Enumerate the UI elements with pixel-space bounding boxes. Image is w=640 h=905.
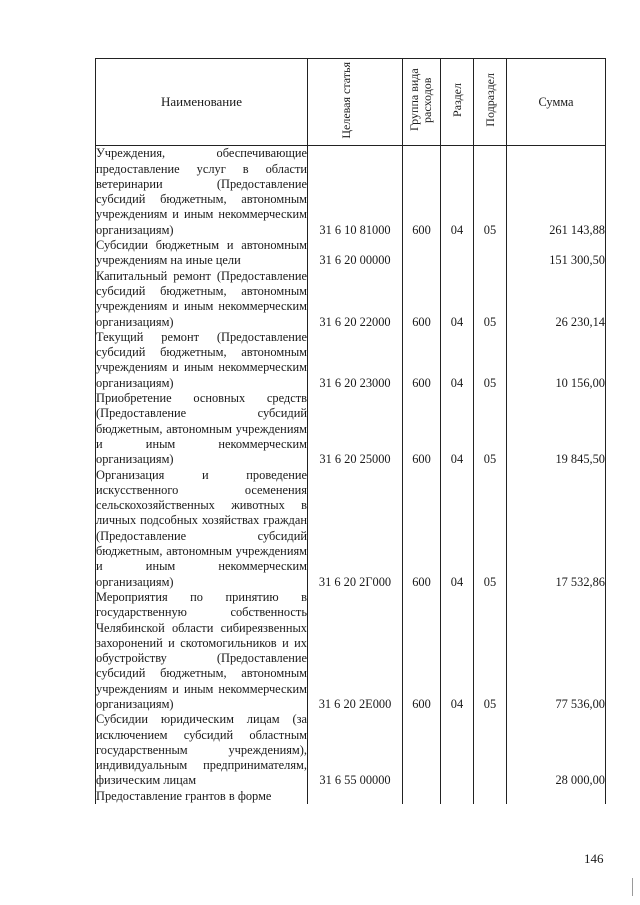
row-amount: 28 000,00 <box>507 712 606 788</box>
row-group: 600 <box>403 468 441 590</box>
row-name: Текущий ремонт (Предоставление субсидий бюджетным, автономным учреждениям и иным некоммерческим организациям) <box>96 329 307 390</box>
table-row <box>96 789 606 804</box>
table-row <box>96 468 606 590</box>
row-group: 600 <box>403 391 441 467</box>
row-section <box>441 238 474 269</box>
header-name <box>96 59 308 146</box>
row-name: Капитальный ремонт (Предоставление субсидий бюджетным, автономным учреждениям и иным некоммерческим организациям) <box>96 268 307 329</box>
table-row <box>96 146 606 238</box>
row-section: 04 <box>441 391 474 467</box>
table-row <box>96 238 606 269</box>
row-code: 31 6 20 00000 <box>308 238 403 269</box>
row-section: 04 <box>441 146 474 238</box>
row-subsection <box>474 712 507 788</box>
row-name: Субсидии бюджетным и автономным учреждениям на иные цели <box>96 238 307 268</box>
budget-table <box>95 58 606 804</box>
row-section <box>441 789 474 804</box>
row-subsection <box>474 789 507 804</box>
header-name-label: Наименование <box>161 94 242 109</box>
row-group <box>403 789 441 804</box>
row-amount: 10 156,00 <box>507 330 606 391</box>
row-section <box>441 712 474 788</box>
row-amount: 151 300,50 <box>507 238 606 269</box>
row-amount: 17 532,86 <box>507 468 606 590</box>
header-code <box>308 59 403 146</box>
row-code: 31 6 55 00000 <box>308 712 403 788</box>
row-subsection <box>474 238 507 269</box>
row-group <box>403 238 441 269</box>
header-section <box>441 59 474 146</box>
row-subsection: 05 <box>474 269 507 330</box>
header-amount <box>507 59 606 146</box>
table-header <box>96 59 606 146</box>
table-body <box>96 146 606 804</box>
row-section: 04 <box>441 269 474 330</box>
row-code: 31 6 20 2Е000 <box>308 590 403 712</box>
table-row <box>96 391 606 467</box>
row-amount <box>507 789 606 804</box>
header-subsection-label: Подраздел <box>482 73 497 127</box>
header-amount-label: Сумма <box>538 94 574 109</box>
row-name: Субсидии юридическим лицам (за исключением субсидий областным государственным учреждениям), индивидуальным предпринимателям, физическим лицам <box>96 712 307 788</box>
header-group-label: Группа вида расходов <box>406 68 434 132</box>
table-row <box>96 712 606 788</box>
header-group <box>403 59 441 146</box>
header-subsection <box>474 59 507 146</box>
row-name: Учреждения, обеспечивающие предоставление услуг в области ветеринарии (Предоставление субсидий бюджетным, автономным учреждениям и иным некоммерческим организациям) <box>96 146 307 237</box>
row-group: 600 <box>403 146 441 238</box>
row-section: 04 <box>441 468 474 590</box>
header-code-label: Целевая статья <box>339 61 353 139</box>
row-code: 31 6 10 81000 <box>308 146 403 238</box>
row-subsection: 05 <box>474 391 507 467</box>
row-amount: 26 230,14 <box>507 269 606 330</box>
row-section: 04 <box>441 590 474 712</box>
row-group: 600 <box>403 269 441 330</box>
page-number: 146 <box>584 851 604 866</box>
row-amount: 19 845,50 <box>507 391 606 467</box>
row-code <box>308 789 403 804</box>
row-amount: 77 536,00 <box>507 590 606 712</box>
table-row <box>96 590 606 712</box>
row-name: Организация и проведение искусственного осеменения сельскохозяйственных животных в личных подсобных хозяйствах граждан (Предоставление субсидий бюджетным, автономным учреждениям и иным некоммерческим организациям) <box>96 467 307 589</box>
row-subsection: 05 <box>474 468 507 590</box>
table-row <box>96 269 606 330</box>
row-code: 31 6 20 22000 <box>308 269 403 330</box>
row-name: Приобретение основных средств (Предоставление субсидий бюджетным, автономным учреждениям и иным некоммерческим организациям) <box>96 391 307 467</box>
row-group: 600 <box>403 590 441 712</box>
row-code: 31 6 20 2Г000 <box>308 468 403 590</box>
scan-edge-mark <box>632 878 633 896</box>
table-row <box>96 330 606 391</box>
row-name: Мероприятия по принятию в государственную собственность Челябинской области сибиреязвенных захоронений и скотомогильников и их обустройству (Предоставление субсидий бюджетным, автономным учреждениям и иным некоммерческим организациям) <box>96 589 307 711</box>
row-subsection: 05 <box>474 330 507 391</box>
row-group <box>403 712 441 788</box>
row-name: Предоставление грантов в форме <box>96 789 308 804</box>
row-subsection: 05 <box>474 590 507 712</box>
row-subsection: 05 <box>474 146 507 238</box>
header-section-label: Раздел <box>449 83 464 117</box>
row-code: 31 6 20 25000 <box>308 391 403 467</box>
row-section: 04 <box>441 330 474 391</box>
row-code: 31 6 20 23000 <box>308 330 403 391</box>
row-group: 600 <box>403 330 441 391</box>
row-amount: 261 143,88 <box>507 146 606 238</box>
